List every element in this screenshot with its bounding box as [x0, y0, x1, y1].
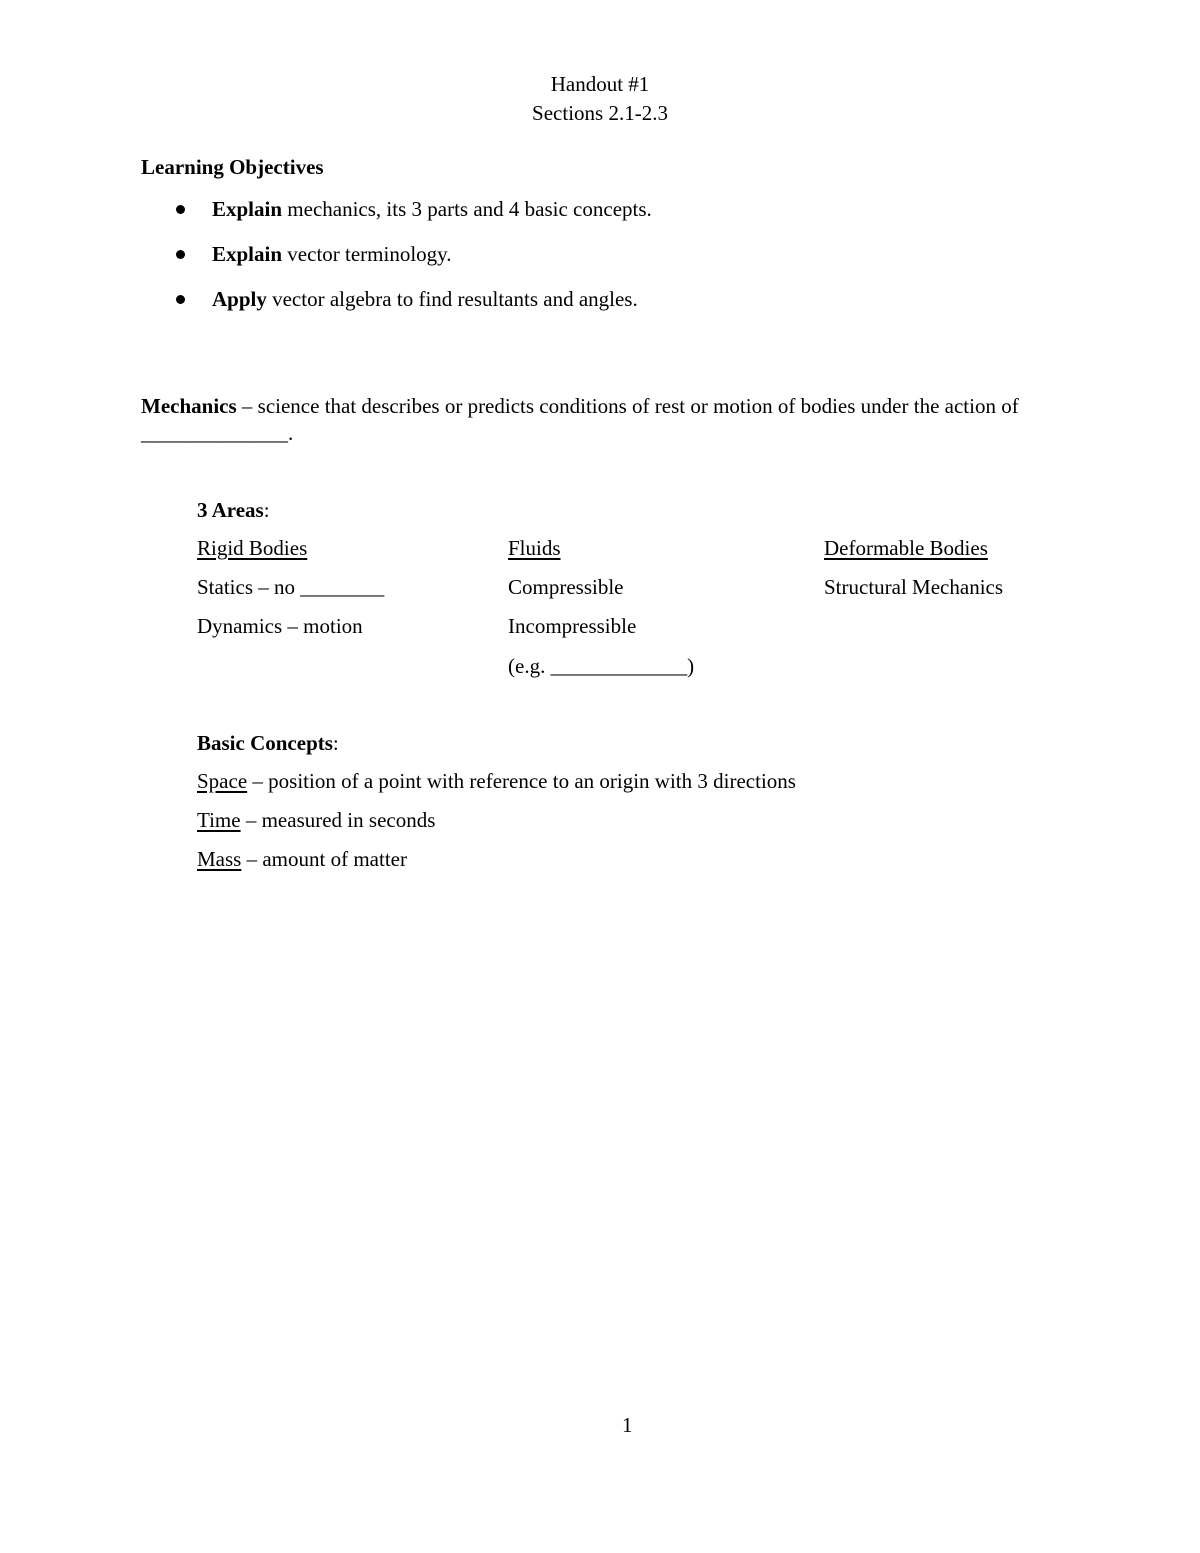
area-line: Structural Mechanics — [824, 575, 1004, 599]
area-title-deformable-bodies: Deformable Bodies — [824, 536, 988, 560]
concept-desc: – position of a point with reference to an origin with 3 directions — [247, 769, 796, 793]
area-title-fluids: Fluids — [508, 536, 561, 560]
areas-heading-colon: : — [263, 498, 270, 522]
list-item — [212, 197, 652, 222]
mechanics-definition — [141, 393, 1106, 447]
area-line: Compressible — [508, 575, 624, 599]
list-item — [197, 808, 435, 833]
objective-text: vector algebra to find resultants and angles. — [266, 287, 638, 311]
concept-term: Mass — [197, 847, 242, 871]
area-line: Incompressible — [508, 614, 637, 638]
concept-desc: – amount of matter — [241, 847, 407, 871]
bullet-icon — [176, 295, 185, 304]
objective-text: mechanics, its 3 parts and 4 basic concepts. — [282, 197, 652, 221]
area-line: (e.g. _____________) — [508, 654, 695, 678]
concept-desc: – measured in seconds — [240, 808, 436, 832]
list-item — [212, 287, 638, 312]
list-item — [197, 847, 407, 872]
concept-term: Space — [197, 769, 248, 793]
list-item — [197, 769, 796, 794]
objective-verb: Explain — [212, 197, 283, 221]
objective-text: vector terminology. — [282, 242, 452, 266]
page-title: Handout #1 — [550, 72, 650, 96]
objectives-heading: Learning Objectives — [141, 155, 324, 179]
list-item — [212, 242, 452, 267]
page-subtitle: Sections 2.1-2.3 — [532, 101, 668, 125]
objective-verb: Apply — [212, 287, 267, 311]
areas-heading — [197, 498, 270, 523]
concepts-heading-text: Basic Concepts — [197, 731, 333, 755]
concept-term: Time — [197, 808, 241, 832]
objective-verb: Explain — [212, 242, 283, 266]
bullet-icon — [176, 205, 185, 214]
page-number: 1 — [622, 1413, 633, 1437]
area-line: Statics – no ________ — [197, 575, 385, 599]
areas-heading-text: 3 Areas — [197, 498, 264, 522]
area-line: Dynamics – motion — [197, 614, 363, 638]
mechanics-text: – science that describes or predicts conditions of rest or motion of bodies under the action of ______________. — [141, 394, 1019, 445]
bullet-icon — [176, 250, 185, 259]
concepts-heading-colon: : — [332, 731, 339, 755]
mechanics-term: Mechanics — [141, 394, 237, 418]
area-title-rigid-bodies: Rigid Bodies — [197, 536, 308, 560]
concepts-heading — [197, 731, 339, 756]
